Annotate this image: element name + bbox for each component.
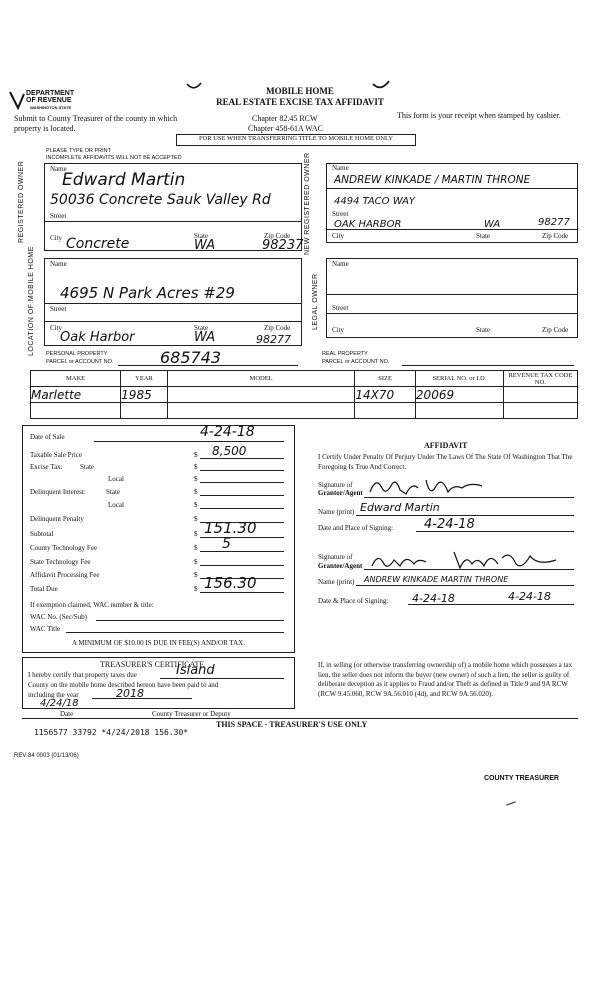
subtotal-label: Subtotal [30, 530, 54, 538]
affidavit-fee-label: Affidavit Processing Fee [30, 571, 100, 579]
col-size: SIZE [355, 371, 416, 387]
lo-state-label: State [476, 326, 490, 334]
legal-owner-side-label: LEGAL OWNER [312, 273, 319, 330]
dollar-subtotal: $ [194, 530, 198, 538]
wac-no-label: WAC No. (Sec/Sub) [30, 613, 87, 621]
no-name-label: Name [332, 164, 349, 172]
taxes-due-value: Island [176, 663, 215, 678]
cell-model [167, 387, 355, 403]
state-tech-label: State Technology Fee [30, 558, 91, 566]
loc-divider-2 [44, 321, 302, 322]
ro-state-label: State [194, 232, 208, 240]
excise-tax-label: Excise Tax: [30, 463, 63, 471]
loc-street-label: Street [50, 305, 67, 313]
dollar-affidavit-fee: $ [194, 571, 198, 579]
di-state-label: State [106, 488, 120, 496]
col-year: YEAR [121, 371, 168, 387]
treasurer-text-1: I hereby certify that property taxes due [28, 671, 137, 679]
total-due-value: 156.30 [204, 574, 257, 592]
dollar-local: $ [194, 475, 198, 483]
grantee-sig-label-2: Grantee/Agent [318, 562, 363, 570]
ro-zip: 98237 [262, 238, 304, 253]
delinquent-interest-label: Delinquent Interest: [30, 488, 86, 496]
empty-cell [167, 403, 355, 419]
ro-name: Edward Martin [62, 170, 186, 190]
di-state-line [200, 495, 284, 496]
loc-zip-label: Zip Code [264, 324, 291, 332]
lo-city-label: City [332, 326, 345, 334]
treasurer-text-3: including the year [28, 691, 79, 699]
no-divider-1 [326, 188, 578, 189]
rev-number: REV 84 0003 (01/13/06) [14, 753, 79, 759]
dollar-di-state: $ [194, 488, 198, 496]
no-divider-2 [326, 229, 578, 230]
no-state-label: State [476, 232, 490, 240]
cell-make [31, 387, 121, 403]
ro-city-label: City [50, 234, 63, 242]
grantee-date-2: 4-24-18 [508, 590, 551, 603]
state-tech-line [200, 565, 284, 566]
ro-city: Concrete [66, 236, 130, 252]
grantee-name-label: Name (print) [318, 578, 355, 586]
grantee-name: ANDREW KINKADE MARTIN THRONE [364, 575, 509, 584]
treasurer-text-2: County on the mobile home described hereon have been paid to and [28, 681, 219, 689]
date-of-sale-label: Date of Sale [30, 433, 65, 441]
treasurer-date-label: Date [60, 710, 74, 718]
submit-instruction: Submit to County Treasurer of the county in which property is located. [14, 114, 178, 133]
year-value: 2018 [116, 687, 144, 700]
no-zip-label: Zip Code [542, 232, 569, 240]
grantee-sig-label-1: Signature of [318, 553, 353, 561]
subtotal-value: 151.30 [204, 519, 257, 537]
di-local-line [200, 508, 284, 509]
local-line [200, 482, 284, 483]
cell-rev-code [503, 387, 577, 403]
dor-line3: WASHINGTON STATE [30, 105, 72, 110]
dor-line2: OF REVENUE [26, 97, 72, 104]
wac-title-line [66, 632, 284, 633]
form-title-1: MOBILE HOME [266, 86, 334, 96]
empty-cell [503, 403, 577, 419]
form-title-2: REAL ESTATE EXCISE TAX AFFIDAVIT [216, 97, 384, 107]
ro-zip-label: Zip Code [264, 232, 291, 240]
grantor-date-label: Date and Place of Signing: [318, 524, 394, 532]
lo-zip-label: Zip Code [542, 326, 569, 334]
empty-cell [31, 403, 121, 419]
cell-size [355, 387, 416, 403]
dollar-penalty: $ [194, 515, 198, 523]
treasurer-sig-line [28, 708, 284, 709]
col-model: MODEL [167, 371, 355, 387]
chapter-rcw: Chapter 82.45 RCW [252, 114, 318, 123]
loc-state-label: State [194, 324, 208, 332]
lo-name-label: Name [332, 260, 349, 268]
loc-divider [44, 303, 302, 304]
treasurer-mark [506, 801, 516, 805]
personal-parcel-label-1: PERSONAL PROPERTY [46, 351, 108, 357]
lo-divider-1 [326, 294, 578, 295]
real-parcel-label-1: REAL PROPERTY [322, 351, 368, 357]
lo-divider-2 [326, 313, 578, 314]
lien-note: If, in selling (or otherwise transferring ownership of) a mobile home which possesses a tax lien, the seller does not inform the buyer (new owner) of such a lien, the seller is guilty of deliberate deception as it applies to Fraud and/or Theft as defined in Title 9 and 9A RCW (RCW 9.45.060, RCW 9A.56.010 (4d), and RCW 9A.56.020). [318, 661, 573, 698]
legal-owner-section [326, 258, 578, 338]
taxes-due-line [160, 678, 284, 679]
loc-zip: 98277 [256, 333, 291, 346]
mobile-home-table [30, 370, 578, 419]
treasurer-date-value: 4/24/18 [40, 698, 79, 709]
chapter-wac: Chapter 458-61A WAC [248, 124, 323, 133]
loc-city: Oak Harbor [60, 330, 135, 345]
wac-no-line [96, 620, 284, 621]
ro-name-label: Name [50, 165, 67, 173]
col-rev-code: REVENUE TAX CODE NO. [503, 371, 577, 387]
grantee-signature [370, 548, 560, 572]
cashier-stamp: 1156577 33792 *4/24/2018 156.30* [34, 728, 189, 737]
wac-title-label: WAC Title [30, 625, 61, 633]
grantor-name-line [356, 515, 574, 516]
no-street-label: Street [332, 210, 349, 218]
total-line [200, 592, 284, 593]
grantor-date: 4-24-18 [424, 517, 475, 532]
exemption-label: If exemption claimed, WAC number & title: [30, 601, 154, 609]
di-local-label: Local [108, 501, 124, 509]
date-of-sale-line [94, 441, 284, 442]
print-note-1: PLEASE TYPE OR PRINT [46, 148, 112, 154]
county-tech-line [200, 551, 284, 552]
treasurer-deputy-label: County Treasurer or Deputy [152, 710, 231, 718]
grantee-date-label: Date & Place of Signing: [318, 597, 389, 605]
price-line [200, 458, 284, 459]
new-owner-side-label: NEW REGISTERED OWNER [304, 152, 311, 255]
year-value: 1985 [121, 387, 152, 402]
taxable-price-label: Taxable Sale Price [30, 451, 82, 459]
delinquent-penalty-label: Delinquent Penalty [30, 515, 84, 523]
no-city-label: City [332, 232, 345, 240]
print-note-2: INCOMPLETE AFFIDAVITS WILL NOT BE ACCEPTED [46, 155, 182, 161]
excise-state-label: State [80, 463, 94, 471]
ro-street-label: Street [50, 212, 67, 220]
size-value: 14X70 [355, 387, 395, 402]
footer-rule [22, 718, 578, 719]
real-parcel-line [402, 365, 574, 366]
total-due-label: Total Due [30, 585, 58, 593]
grantee-date-1: 4-24-18 [412, 592, 455, 605]
col-make: MAKE [31, 371, 121, 387]
transfer-note: FOR USE WHEN TRANSFERRING TITLE TO MOBILE HOME ONLY [198, 135, 394, 142]
county-tech-label: County Technology Fee [30, 544, 98, 552]
taxable-price-value: 8,500 [212, 444, 247, 458]
loc-name: 4695 N Park Acres #29 [60, 284, 235, 302]
loc-state: WA [194, 330, 216, 345]
location-side-label: LOCATION OF MOBILE HOME [28, 246, 35, 356]
date-of-sale-value: 4-24-18 [200, 424, 255, 440]
dollar-state: $ [194, 463, 198, 471]
no-zip: 98277 [538, 217, 570, 228]
treasurer-use-only: THIS SPACE - TREASURER'S USE ONLY [216, 720, 368, 729]
treasurer-title: TREASURER'S CERTIFICATE [100, 660, 205, 669]
real-parcel-label-2: PARCEL or ACCOUNT NO. [322, 359, 390, 365]
loc-city-label: City [50, 324, 63, 332]
dor-line1: DEPARTMENT [26, 90, 75, 97]
empty-cell [355, 403, 416, 419]
loc-name-label: Name [50, 260, 67, 268]
dollar-di-local: $ [194, 501, 198, 509]
grantor-sig-label-1: Signature of [318, 481, 353, 489]
no-street: 4494 TACO WAY [334, 196, 416, 207]
personal-parcel-label-2: PARCEL or ACCOUNT NO. [46, 359, 114, 365]
personal-parcel-value: 685743 [160, 348, 222, 367]
county-treasurer-label: COUNTY TREASURER [484, 775, 559, 782]
no-state: WA [484, 219, 501, 230]
subtotal-line [200, 537, 284, 538]
grantor-signature [366, 474, 486, 502]
cell-year [121, 387, 168, 403]
col-serial: SERIAL NO. or I.D. [415, 371, 503, 387]
dollar-county-tech: $ [194, 544, 198, 552]
grantor-name: Edward Martin [360, 501, 440, 514]
dollar-state-tech: $ [194, 558, 198, 566]
lo-street-label: Street [332, 304, 349, 312]
ro-state: WA [194, 238, 216, 253]
grantee-name-line [356, 585, 574, 586]
make-value: Marlette [31, 387, 82, 402]
dollar-total: $ [194, 585, 198, 593]
cell-serial [415, 387, 503, 403]
minimum-note: A MINIMUM OF $10.00 IS DUE IN FEE(S) AND/OR TAX. [72, 639, 245, 647]
receipt-note: This form is your receipt when stamped by cashier. [397, 111, 561, 120]
excise-local-label: Local [108, 475, 124, 483]
grantor-sig-label-2: Grantor/Agent [318, 489, 363, 497]
empty-cell [121, 403, 168, 419]
affidavit-certify: I Certify Under Penalty Of Perjury Under The Laws Of The State Of Washington That The Foregoing Is True And Correct. [318, 453, 573, 471]
state-line [200, 470, 284, 471]
empty-cell [415, 403, 503, 419]
no-name: ANDREW KINKADE / MARTIN THRONE [334, 174, 531, 186]
serial-value: 20069 [415, 387, 455, 402]
ro-divider [44, 221, 302, 222]
dollar-price: $ [194, 451, 198, 459]
county-tech-value: 5 [222, 536, 231, 552]
ro-street: 50036 Concrete Sauk Valley Rd [50, 192, 271, 208]
no-city: OAK HARBOR [334, 219, 402, 230]
grantor-name-label: Name (print) [318, 508, 355, 516]
affidavit-title: AFFIDAVIT [424, 441, 468, 450]
registered-owner-side-label: REGISTERED OWNER [18, 160, 25, 243]
